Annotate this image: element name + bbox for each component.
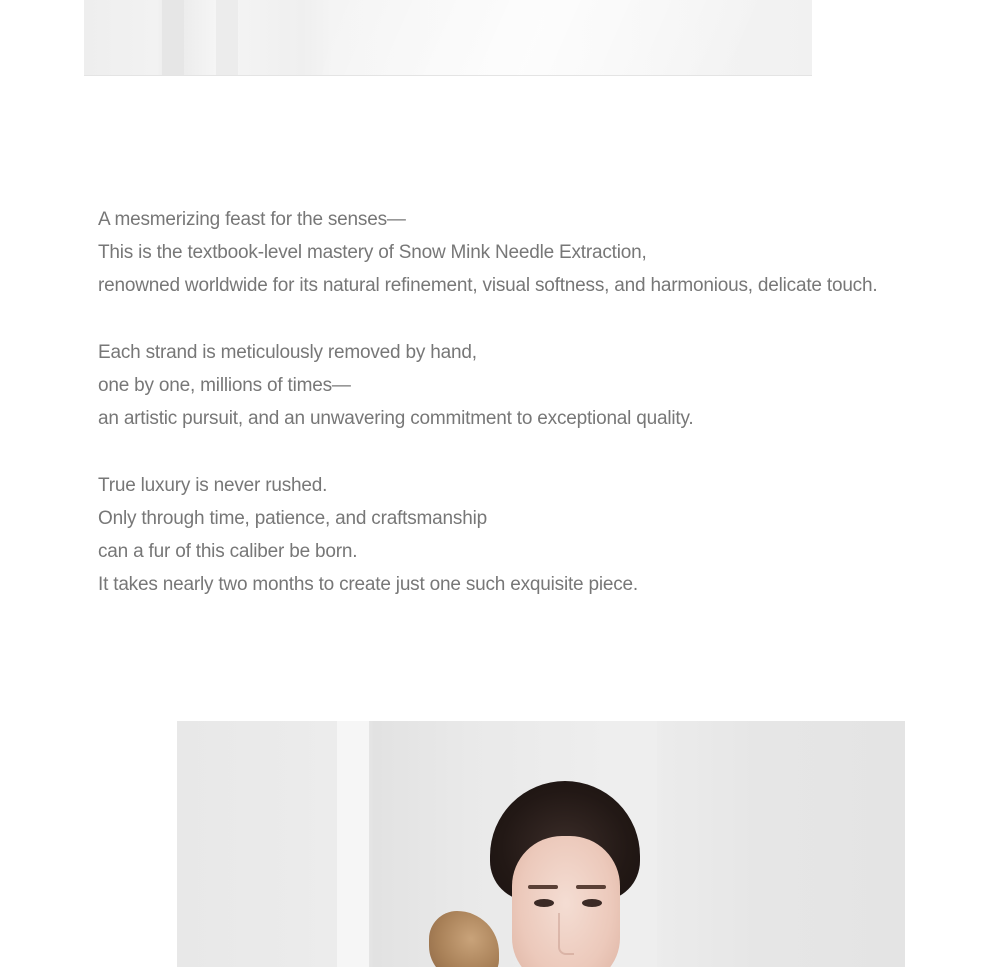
description-line: one by one, millions of times— (98, 375, 351, 396)
model-portrait (490, 781, 640, 967)
product-photo-top (84, 0, 812, 76)
photo-light-sheen (315, 0, 812, 76)
description-line: an artistic pursuit, and an unwavering commitment to exceptional quality. (98, 408, 694, 430)
description-line: It takes nearly two months to create just one such exquisite piece. (98, 574, 639, 596)
model-nose (558, 913, 574, 955)
product-description (98, 203, 958, 601)
description-line: This is the textbook-level mastery of Snow Mink Needle Extraction, (98, 242, 647, 264)
description-line: can a fur of this caliber be born. (98, 541, 358, 562)
model-brow (576, 885, 606, 889)
description-line: Only through time, patience, and craftsmanship (98, 507, 487, 529)
model-eye (534, 899, 554, 907)
description-line: True luxury is never rushed. (98, 474, 328, 496)
photo-background-post (162, 0, 184, 75)
model-photo (177, 721, 905, 967)
model-brow (528, 885, 558, 889)
description-paragraph-2 (98, 336, 958, 436)
description-line: A mesmerizing feast for the senses— (98, 209, 406, 230)
model-eye (582, 899, 602, 907)
description-line: Each strand is meticulously removed by hand, (98, 341, 477, 363)
fur-collar (429, 911, 499, 967)
photo-background-post (216, 0, 238, 75)
description-paragraph-1 (98, 203, 958, 303)
description-paragraph-3 (98, 469, 958, 602)
description-line: renowned worldwide for its natural refinement, visual softness, and harmonious, delicate touch. (98, 275, 878, 297)
photo-background-pillar (337, 721, 369, 967)
